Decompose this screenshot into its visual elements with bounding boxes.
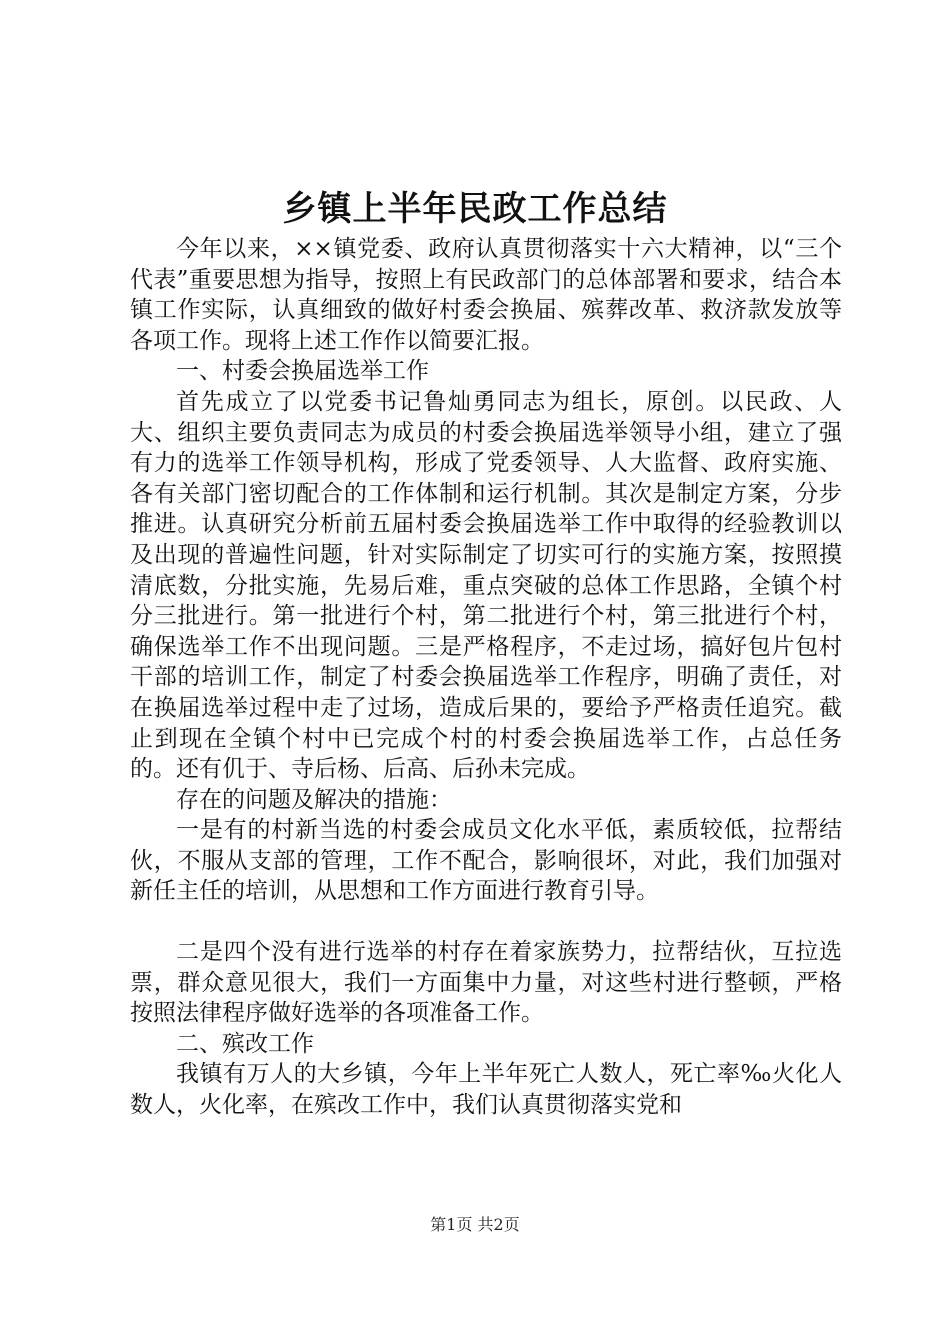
page-number: 第1页 共2页 xyxy=(430,1215,520,1234)
paragraph-intro: 今年以来，××镇党委、政府认真贯彻落实十六大精神，以“三个代表”重要思想为指导，按照上有民政部门的总体部署和要求，结合本镇工作实际，认真细致的做好村委会换届、殡葬改革、救济款发放等各项工作。现将上述工作作以简要汇报。 xyxy=(130,236,842,354)
document-title: 乡镇上半年民政工作总结 xyxy=(282,189,668,229)
subheading-problems: 存在的问题及解决的措施： xyxy=(176,786,452,813)
document-body xyxy=(130,234,842,1121)
paragraph-problem-1: 一是有的村新当选的村委会成员文化水平低，素质较低，拉帮结伙，不服从支部的管理，工作不配合，影响很坏，对此，我们加强对新任主任的培训，从思想和工作方面进行教育引导。 xyxy=(130,817,842,905)
section-heading-1: 一、村委会换届选举工作 xyxy=(176,358,429,385)
paragraph-problem-2: 二是四个没有进行选举的村存在着家族势力，拉帮结伙，互拉选票，群众意见很大，我们一方面集中力量，对这些村进行整顿，严格按照法律程序做好选举的各项准备工作。 xyxy=(130,939,842,1027)
paragraph-funeral-reform: 我镇有万人的大乡镇，今年上半年死亡人数人，死亡率‰火化人数人，火化率，在殡改工作中，我们认真贯彻落实党和 xyxy=(130,1061,842,1119)
section-heading-2: 二、殡改工作 xyxy=(176,1030,314,1057)
paragraph-election-work: 首先成立了以党委书记鲁灿勇同志为组长，原创。以民政、人大、组织主要负责同志为成员的村委会换届选举领导小组，建立了强有力的选举工作领导机构，形成了党委领导、人大监督、政府实施、各有关部门密切配合的工作体制和运行机制。其次是制定方案，分步推进。认真研究分析前五届村委会换届选举工作中取得的经验教训以及出现的普遍性问题，针对实际制定了切实可行的实施方案，按照摸清底数，分批实施，先易后难，重点突破的总体工作思路，全镇个村分三批进行。第一批进行个村，第二批进行个村，第三批进行个村，确保选举工作不出现问题。三是严格程序，不走过场，搞好包片包村干部的培训工作，制定了村委会换届选举工作程序，明确了责任，对在换届选举过程中走了过场，造成后果的，要给予严格责任追究。截止到现在全镇个村中已完成个村的村委会换届选举工作，占总任务的。还有仉于、寺后杨、后高、后孙未完成。 xyxy=(130,388,842,783)
